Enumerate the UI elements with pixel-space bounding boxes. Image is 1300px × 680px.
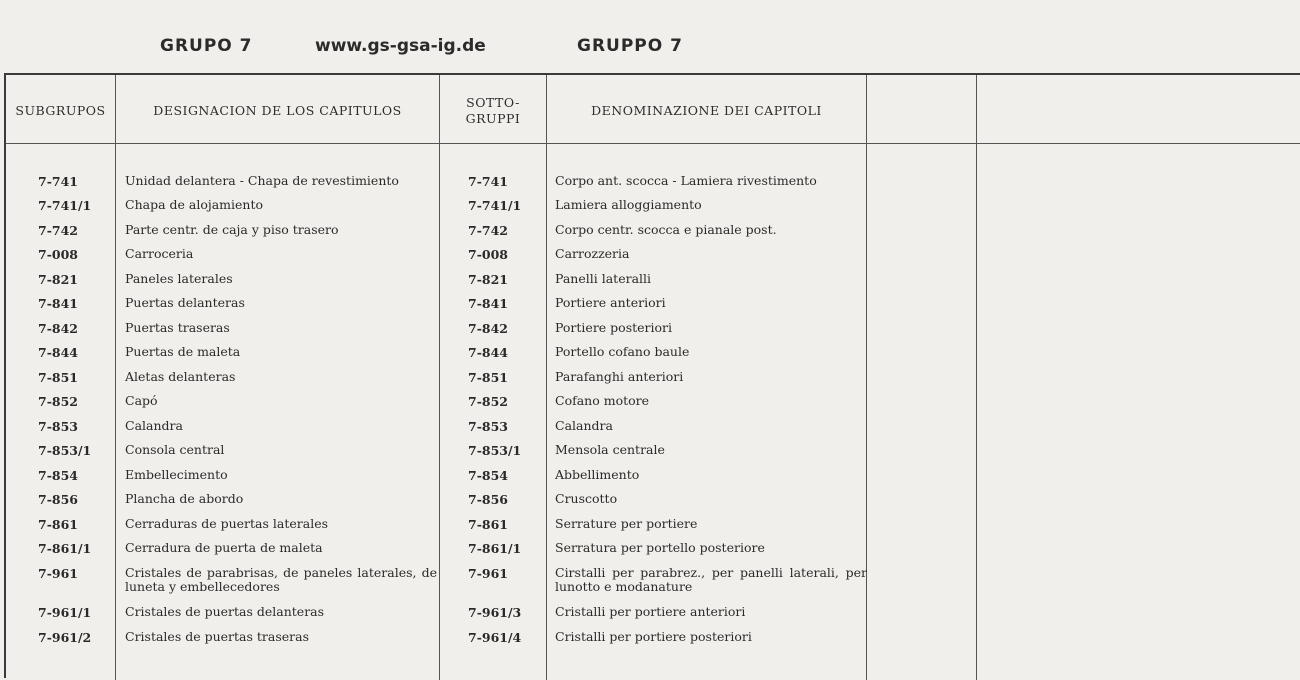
subgroup-code-it: 7-842	[468, 321, 508, 336]
column-divider	[439, 75, 440, 680]
chapter-description-it: Cruscotto	[555, 491, 618, 506]
chapter-description-it: Corpo ant. scocca - Lamiera rivestimento	[555, 173, 817, 188]
chapter-description-es: Cristales de parabrisas, de paneles laterales, de luneta y embellecedores	[125, 565, 437, 594]
website-url: www.gs-gsa-ig.de	[315, 36, 486, 56]
subgroup-code-es: 7-841	[38, 296, 78, 311]
subgroup-code-it: 7-841	[468, 296, 508, 311]
group-title-italian: GRUPPO 7	[577, 36, 683, 56]
subgroup-code-it: 7-961	[468, 566, 508, 581]
chapter-description-it: Serratura per portello posteriore	[555, 540, 765, 555]
column-divider	[546, 75, 547, 680]
chapter-description-es: Puertas delanteras	[125, 295, 245, 310]
chapters-table	[4, 73, 1300, 678]
chapter-description-it: Serrature per portiere	[555, 516, 698, 531]
subgroup-code-it: 7-741/1	[468, 198, 522, 213]
chapter-description-es: Consola central	[125, 442, 225, 457]
subgroup-code-it: 7-844	[468, 345, 508, 360]
subgroup-code-es: 7-742	[38, 223, 78, 238]
chapter-description-it: Cristalli per portiere anteriori	[555, 604, 746, 619]
column-header-sottogruppi-line2: GRUPPI	[465, 111, 521, 126]
chapter-description-es: Aletas delanteras	[125, 369, 236, 384]
subgroup-code-es: 7-741	[38, 174, 78, 189]
chapter-description-it: Mensola centrale	[555, 442, 665, 457]
group-title-spanish: GRUPO 7	[160, 36, 253, 56]
chapter-description-it: Carrozzeria	[555, 246, 630, 261]
subgroup-code-it: 7-742	[468, 223, 508, 238]
subgroup-code-es: 7-853/1	[38, 443, 92, 458]
subgroup-code-it: 7-008	[468, 247, 508, 262]
chapter-description-it: Portiere posteriori	[555, 320, 673, 335]
chapter-description-it: Corpo centr. scocca e pianale post.	[555, 222, 777, 237]
subgroup-code-es: 7-741/1	[38, 198, 92, 213]
chapter-description-es: Carroceria	[125, 246, 194, 261]
subgroup-code-es: 7-861	[38, 517, 78, 532]
chapter-description-es: Paneles laterales	[125, 271, 233, 286]
column-header-designacion: DESIGNACION DE LOS CAPITULOS	[153, 103, 402, 118]
chapter-description-it: Portello cofano baule	[555, 344, 690, 359]
chapter-description-es: Parte centr. de caja y piso trasero	[125, 222, 339, 237]
subgroup-code-it: 7-856	[468, 492, 508, 507]
chapter-description-it: Calandra	[555, 418, 613, 433]
subgroup-code-it: 7-852	[468, 394, 508, 409]
chapter-description-it: Portiere anteriori	[555, 295, 666, 310]
subgroup-code-it: 7-961/3	[468, 605, 522, 620]
subgroup-code-it: 7-861/1	[468, 541, 522, 556]
subgroup-code-es: 7-853	[38, 419, 78, 434]
subgroup-code-it: 7-741	[468, 174, 508, 189]
column-divider	[976, 75, 977, 680]
column-header-denominazione: DENOMINAZIONE DEI CAPITOLI	[591, 103, 822, 118]
subgroup-code-es: 7-961/2	[38, 630, 92, 645]
chapter-description-it: Cirstalli per parabrez., per panelli laterali, per lunotto e modanature	[555, 565, 867, 594]
chapter-description-it: Abbellimento	[555, 467, 640, 482]
chapter-description-es: Embellecimento	[125, 467, 228, 482]
subgroup-code-es: 7-008	[38, 247, 78, 262]
subgroup-code-es: 7-961	[38, 566, 78, 581]
chapter-description-es: Puertas de maleta	[125, 344, 241, 359]
column-divider	[115, 75, 116, 680]
subgroup-code-it: 7-853	[468, 419, 508, 434]
chapter-description-es: Puertas traseras	[125, 320, 230, 335]
subgroup-code-it: 7-961/4	[468, 630, 522, 645]
subgroup-code-es: 7-821	[38, 272, 78, 287]
chapter-description-es: Unidad delantera - Chapa de revestimiento	[125, 173, 399, 188]
chapter-description-it: Lamiera alloggiamento	[555, 197, 702, 212]
subgroup-code-es: 7-856	[38, 492, 78, 507]
chapter-description-es: Cerradura de puerta de maleta	[125, 540, 323, 555]
chapter-description-es: Capó	[125, 393, 158, 408]
subgroup-code-es: 7-851	[38, 370, 78, 385]
subgroup-code-it: 7-821	[468, 272, 508, 287]
chapter-description-it: Cofano motore	[555, 393, 650, 408]
subgroup-code-it: 7-851	[468, 370, 508, 385]
subgroup-code-es: 7-852	[38, 394, 78, 409]
subgroup-code-it: 7-854	[468, 468, 508, 483]
subgroup-code-it: 7-853/1	[468, 443, 522, 458]
subgroup-code-es: 7-854	[38, 468, 78, 483]
chapter-description-it: Panelli lateralli	[555, 271, 652, 286]
subgroup-code-es: 7-842	[38, 321, 78, 336]
chapter-description-es: Chapa de alojamiento	[125, 197, 264, 212]
chapter-description-es: Plancha de abordo	[125, 491, 244, 506]
chapter-description-es: Calandra	[125, 418, 183, 433]
chapter-description-it: Parafanghi anteriori	[555, 369, 684, 384]
subgroup-code-es: 7-844	[38, 345, 78, 360]
column-header-sottogruppi	[440, 95, 546, 127]
column-header-sottogruppi-line1: SOTTO-	[466, 95, 520, 110]
header-rule	[6, 143, 1300, 144]
column-header-subgrupos: SUBGRUPOS	[15, 103, 106, 118]
chapter-description-es: Cristales de puertas traseras	[125, 629, 309, 644]
chapter-description-es: Cristales de puertas delanteras	[125, 604, 325, 619]
chapter-description-it: Cristalli per portiere posteriori	[555, 629, 752, 644]
subgroup-code-it: 7-861	[468, 517, 508, 532]
subgroup-code-es: 7-961/1	[38, 605, 92, 620]
subgroup-code-es: 7-861/1	[38, 541, 92, 556]
chapter-description-es: Cerraduras de puertas laterales	[125, 516, 329, 531]
